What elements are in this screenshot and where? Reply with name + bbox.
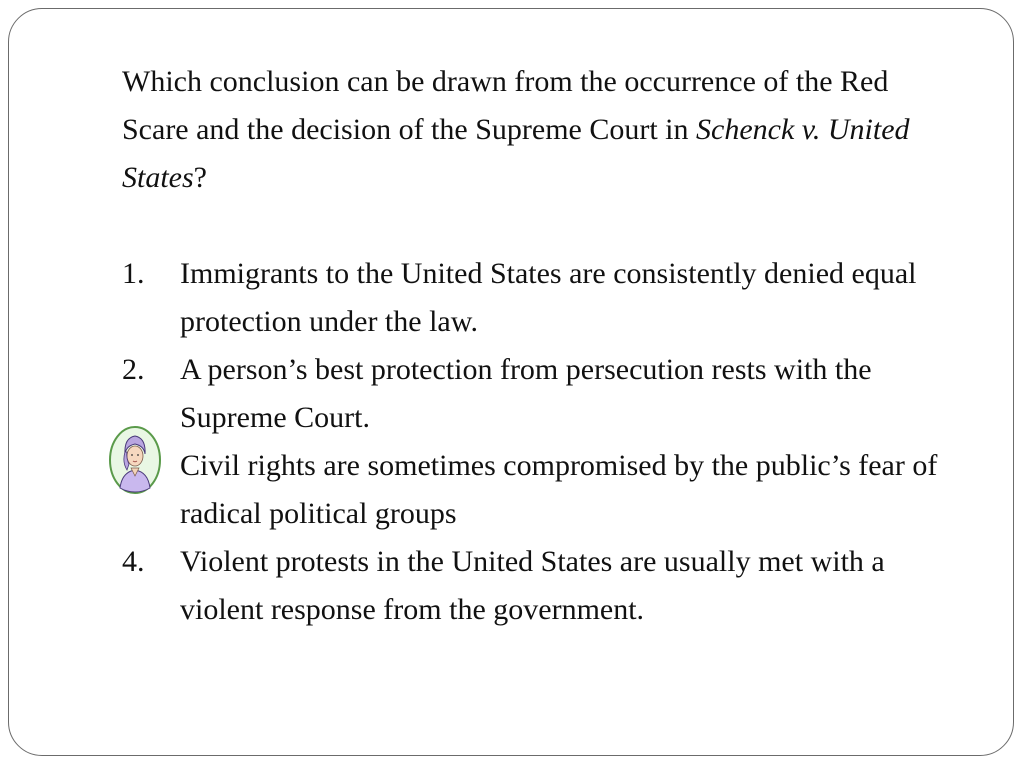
woman-portrait-icon	[108, 422, 162, 494]
answer-text: A person’s best protection from persecution rests with the Supreme Court.	[180, 353, 872, 434]
answer-text: Civil rights are sometimes compromised by the public’s fear of radical political groups	[180, 449, 938, 530]
question-lead: Which conclusion can be drawn from the occurrence of the Red Scare and the decision of the Supreme Court in	[122, 65, 889, 146]
case-name: Schenck v. United States	[122, 113, 910, 194]
answer-option-3	[122, 442, 942, 538]
question-mark: ?	[193, 161, 207, 194]
answer-text: Violent protests in the United States are usually met with a violent response from the government.	[180, 545, 885, 626]
answer-number: 2.	[122, 353, 145, 386]
answer-list	[122, 250, 942, 634]
answer-option-1	[122, 250, 942, 346]
answer-option-4	[122, 538, 942, 634]
slide-content	[122, 58, 942, 634]
answer-number: 4.	[122, 545, 145, 578]
answer-number: 1.	[122, 257, 145, 290]
answer-text: Immigrants to the United States are consistently denied equal protection under the law.	[180, 257, 917, 338]
question-text	[122, 58, 942, 202]
answer-option-2	[122, 346, 942, 442]
